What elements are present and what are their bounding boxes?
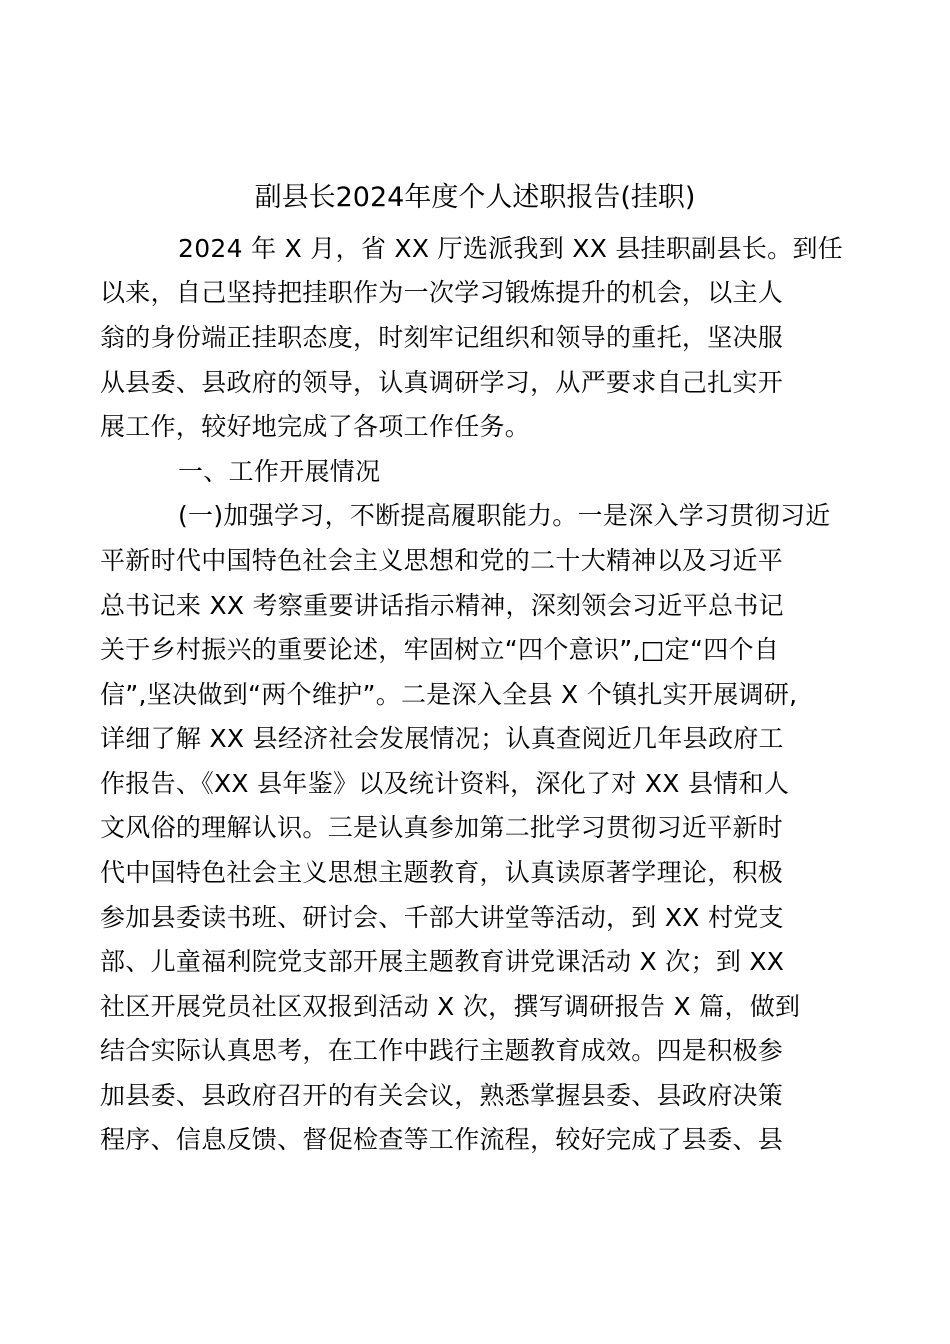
paragraph-line: 信”,坚决做到“两个维护”。二是深入全县 X 个镇扎实开展调研, [100, 680, 798, 709]
paragraph-line: 详细了解 XX 县经济社会发展情况；认真查阅近几年县政府工 [100, 724, 784, 753]
paragraph-line: 作报告、《XX 县年鉴》以及统计资料，深化了对 XX 县情和人 [100, 769, 790, 798]
paragraph-line: 关于乡村振兴的重要论述，牢固树立“四个意识”,□定“四个自 [100, 635, 780, 664]
paragraph-line: 社区开展党员社区双报到活动 X 次，撰写调研报告 X 篇，做到 [100, 992, 801, 1021]
paragraph-line: 程序、信息反馈、督促检查等工作流程，较好完成了县委、县 [100, 1125, 784, 1154]
paragraph-line: 代中国特色社会主义思想主题教育，认真读原著学理论，积极 [100, 858, 784, 887]
paragraph-line: 翁的身份端正挂职态度，时刻牢记组织和领导的重托，坚决服 [100, 323, 784, 352]
paragraph-line: 总书记来 XX 考察重要讲话指示精神，深刻领会习近平总书记 [100, 591, 784, 620]
paragraph-line: 2024 年 X 月，省 XX 厅选派我到 XX 县挂职副县长。到任 [178, 234, 844, 263]
paragraph-line: 结合实际认真思考，在工作中践行主题教育成效。四是积极参 [100, 1036, 784, 1065]
paragraph-line: 参加县委读书班、研讨会、千部大讲堂等活动，到 XX 村党支 [100, 903, 784, 932]
paragraph-line: 加县委、县政府召开的有关会议，熟悉掌握县委、县政府决策 [100, 1081, 784, 1110]
paragraph-line: (一)加强学习，不断提高履职能力。一是深入学习贯彻习近 [178, 501, 831, 530]
paragraph-line: 部、儿童福利院党支部开展主题教育讲党课活动 X 次；到 XX [100, 947, 785, 976]
paragraph-line: 平新时代中国特色社会主义思想和党的二十大精神以及习近平 [100, 546, 784, 575]
paragraph-line: 文风俗的理解认识。三是认真参加第二批学习贯彻习近平新时 [100, 813, 784, 842]
paragraph-line: 以来，自己坚持把挂职作为一次学习锻炼提升的机会，以主人 [100, 278, 784, 307]
paragraph-line: 展工作，较好地完成了各项工作任务。 [100, 412, 531, 441]
section-heading: 一、工作开展情况 [178, 457, 381, 486]
document-title: 副县长2024年度个人述职报告(挂职) [254, 182, 696, 213]
paragraph-line: 从县委、县政府的领导，认真调研学习，从严要求自己扎实开 [100, 368, 784, 397]
